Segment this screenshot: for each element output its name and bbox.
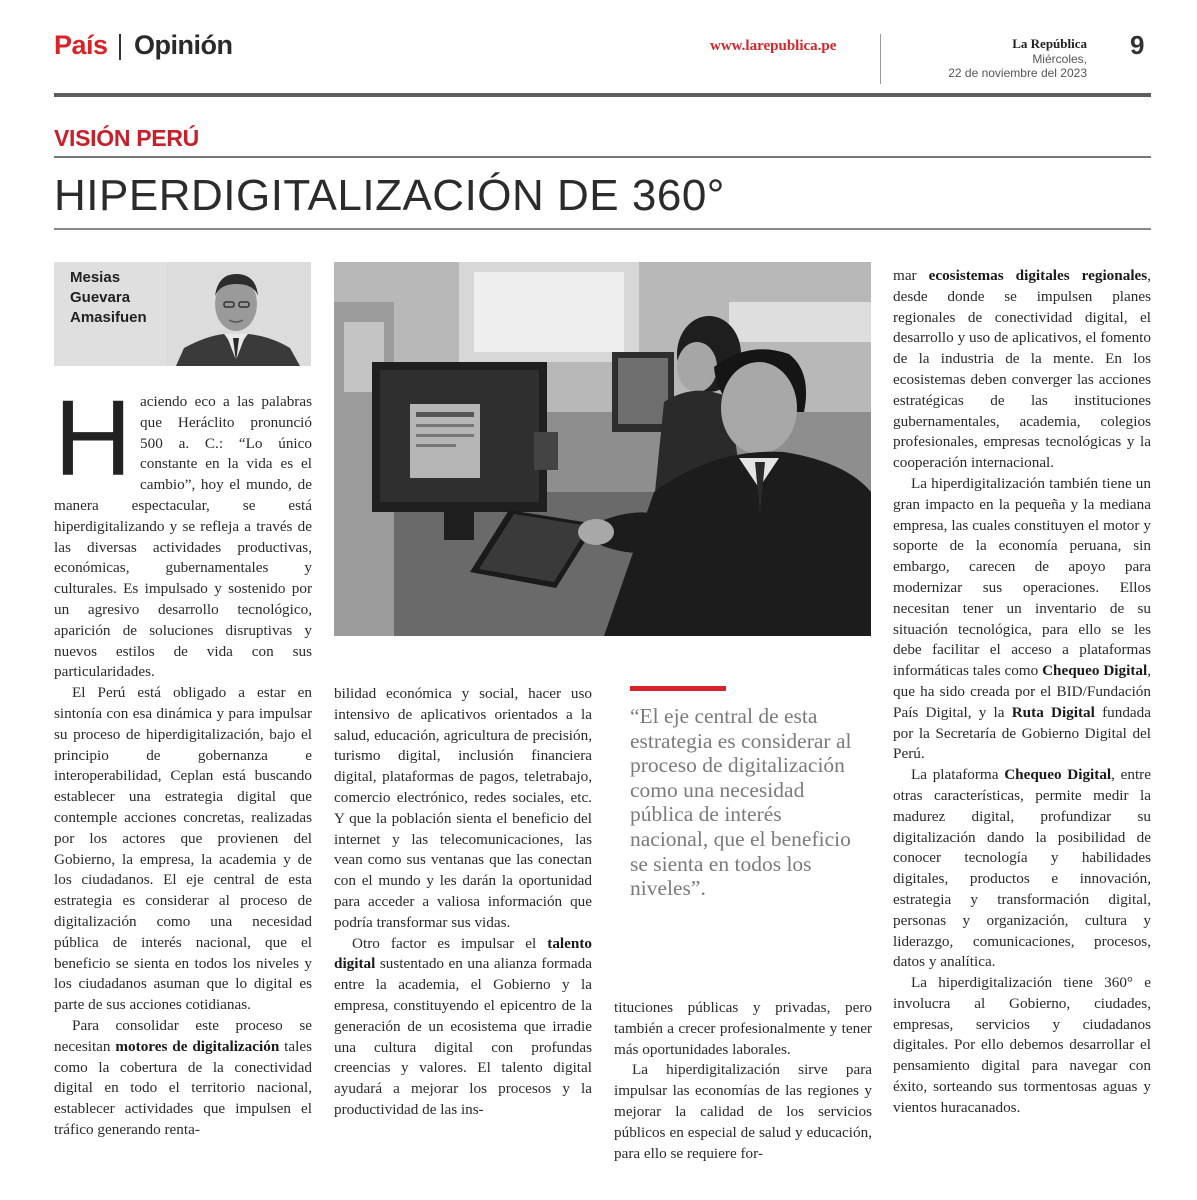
quote-accent-rule	[630, 686, 726, 691]
body-text: , desde donde se impulsen planes regionales de conectividad digital, el desarrollo y uso de aplicativos, el fomento de la industria de la mente. En los ecosistemas deben converger las acciones estratégicas de las instituciones gubernamentales, academia, colegios profesionales, empresas tecnológicas y la cooperación internacional.	[893, 267, 1151, 472]
body-paragraph	[893, 765, 1151, 973]
body-emphasis: ecosistemas digitales regionales	[928, 267, 1148, 284]
body-paragraph: tituciones públicas y privadas, pero también a crecer profesionalmente y tener más oportunidades laborales.	[614, 999, 872, 1058]
body-text: La plataforma	[911, 766, 1005, 784]
column-kicker: VISIÓN PERÚ	[54, 125, 199, 151]
body-emphasis: motores de digitalización	[115, 1037, 280, 1055]
body-emphasis: Chequeo Digital	[1042, 662, 1148, 680]
section-divider	[119, 34, 121, 60]
body-text: , que ha sido creada por el BID/Fundación País Digital, y la	[893, 662, 1151, 721]
body-text: La hiperdigitalización también tiene un gran impacto en la pequeña y la mediana empresa, las cuales constituyen el motor y soporte de la economía peruana, sin embargo, carecen de apoyo para modernizar sus operaciones. Ellos necesitan tener un inventario de su situación tecnológica, para ello se les debe facilitar el acceso a plataformas informáticas tales como	[893, 474, 1151, 680]
article-column-2	[334, 684, 592, 1121]
subsection-label: Opinión	[134, 30, 233, 60]
body-emphasis: Ruta Digital	[1011, 703, 1095, 721]
author-name-line: Mesias	[70, 269, 121, 286]
section-label: País	[54, 30, 108, 60]
author-portrait	[166, 262, 311, 366]
body-text: mar	[893, 267, 929, 284]
body-emphasis: talento digital	[334, 934, 592, 973]
body-paragraph	[334, 934, 592, 1121]
body-paragraph	[54, 1016, 312, 1141]
article-column-3	[614, 998, 872, 1164]
body-paragraph: El Perú está obligado a estar en sintonía con esa dinámica y para impulsar su proceso de hiperdigitalización, bajo el principio de gobernanza e interoperabilidad, Ceplan está buscando establecer una estrategia digital que contemple acciones concretas, realizadas por los actores que provienen del Gobierno, la empresa, la academia y de los ciudadanos. El eje central de esta estrategia es considerar al proceso de digitalización como una necesidad pública de interés nacional, que el beneficio se sienta en todos los niveles y los ciudadanos asuman que lo digital es parte de sus acciones cotidianas.	[54, 684, 312, 1014]
body-text: , entre otras características, permite medir la madurez digital, profundizar su digitalización dando la posibilidad de conocer tecnología y habilidades digitales, productos e innovación, estrategia y transformación digital, personas y organización, cultura y liderazgo, comunicaciones, procesos, datos y analítica.	[893, 766, 1151, 971]
website-link[interactable]: www.larepublica.pe	[710, 38, 837, 54]
body-paragraph	[893, 266, 1151, 474]
drop-cap: H	[54, 377, 132, 498]
page-number: 9	[1130, 30, 1145, 60]
body-text: aciendo eco a las palabras que Heráclito pronunció 500 a. C.: “Lo único constante en la vida es el cambio”, hoy el mundo, de manera espectacular, se está hiperdigitalizando y se refleja a través de las diversas actividades productivas, económicas, gubernamentales y culturales. Es impulsado y sostenido por un agresivo desarrollo tecnológico, aparición de soluciones disruptivas y nuevos estilos de vida con sus particularidades.	[54, 393, 312, 681]
author-name-line: Amasifuen	[70, 309, 147, 326]
body-text: fundada por la Secretaría de Gobierno Digital del Perú.	[893, 703, 1152, 763]
body-text: Otro factor es impulsar el	[352, 934, 548, 952]
body-text: tales como la cobertura de la conectividad digital en todo el territorio nacional, establecer actividades que impulsen el tráfico generando renta-	[54, 1037, 312, 1138]
newspaper-name: La República	[1012, 36, 1087, 51]
kicker-rule	[54, 156, 1151, 158]
article-headline: HIPERDIGITALIZACIÓN DE 360°	[54, 171, 725, 220]
body-paragraph	[893, 474, 1151, 765]
article-column-4	[893, 266, 1151, 1119]
body-paragraph: La hiperdigitalización tiene 360° e involucra al Gobierno, ciudades, empresas, servicios y ciudadanos digitales. Por ello debemos desarrollar el pensamiento digital para navegar con éxito, sorteando sus tormentosas aguas y vientos huracanados.	[893, 974, 1151, 1116]
body-text: Para consolidar este proceso se necesitan	[54, 1016, 312, 1055]
headline-rule	[54, 228, 1151, 230]
header-divider	[880, 34, 881, 84]
body-paragraph	[54, 377, 312, 683]
author-name-line: Guevara	[70, 289, 131, 306]
issue-date: 22 de noviembre del 2023	[948, 66, 1087, 80]
top-rule	[54, 93, 1151, 97]
body-paragraph: La hiperdigitalización sirve para impulsar las economías de las regiones y mejorar la calidad de los servicios públicos en especial de salud y educación, para ello se requiere for-	[614, 1061, 872, 1162]
pull-quote: “El eje central de esta estrategia es considerar al proceso de digitalización como una necesidad pública de interés nacional, que el beneficio se sienta en todos los niveles”.	[630, 704, 852, 901]
body-paragraph: bilidad económica y social, hacer uso intensivo de aplicativos orientados a la salud, educación, agricultura de precisión, turismo digital, inclusión financiera digital, plataformas de pagos, teletrabajo, comercio electrónico, redes sociales, etc. Y que la población sienta el beneficio del internet y las telecomunicaciones, las vean como sus ventanas que las conectan con el mundo y les darán la oportunidad para acceder a valiosa información que podría transformar sus vidas.	[334, 685, 592, 931]
article-column-1	[54, 377, 312, 1141]
author-name	[70, 268, 147, 328]
office-photo	[334, 262, 871, 636]
body-emphasis: Chequeo Digital	[1004, 766, 1112, 784]
author-box	[54, 262, 311, 366]
body-text: sustentado en una alianza formada entre la academia, el Gobierno y la empresa, constituyendo el epicentro de la generación de un ecosistema que irradie una cultura digital con profundas creencias y valores. El talento digital ayudará a mejorar los procesos y la productividad de las ins-	[334, 955, 592, 1118]
issue-weekday: Miércoles,	[1032, 52, 1087, 66]
